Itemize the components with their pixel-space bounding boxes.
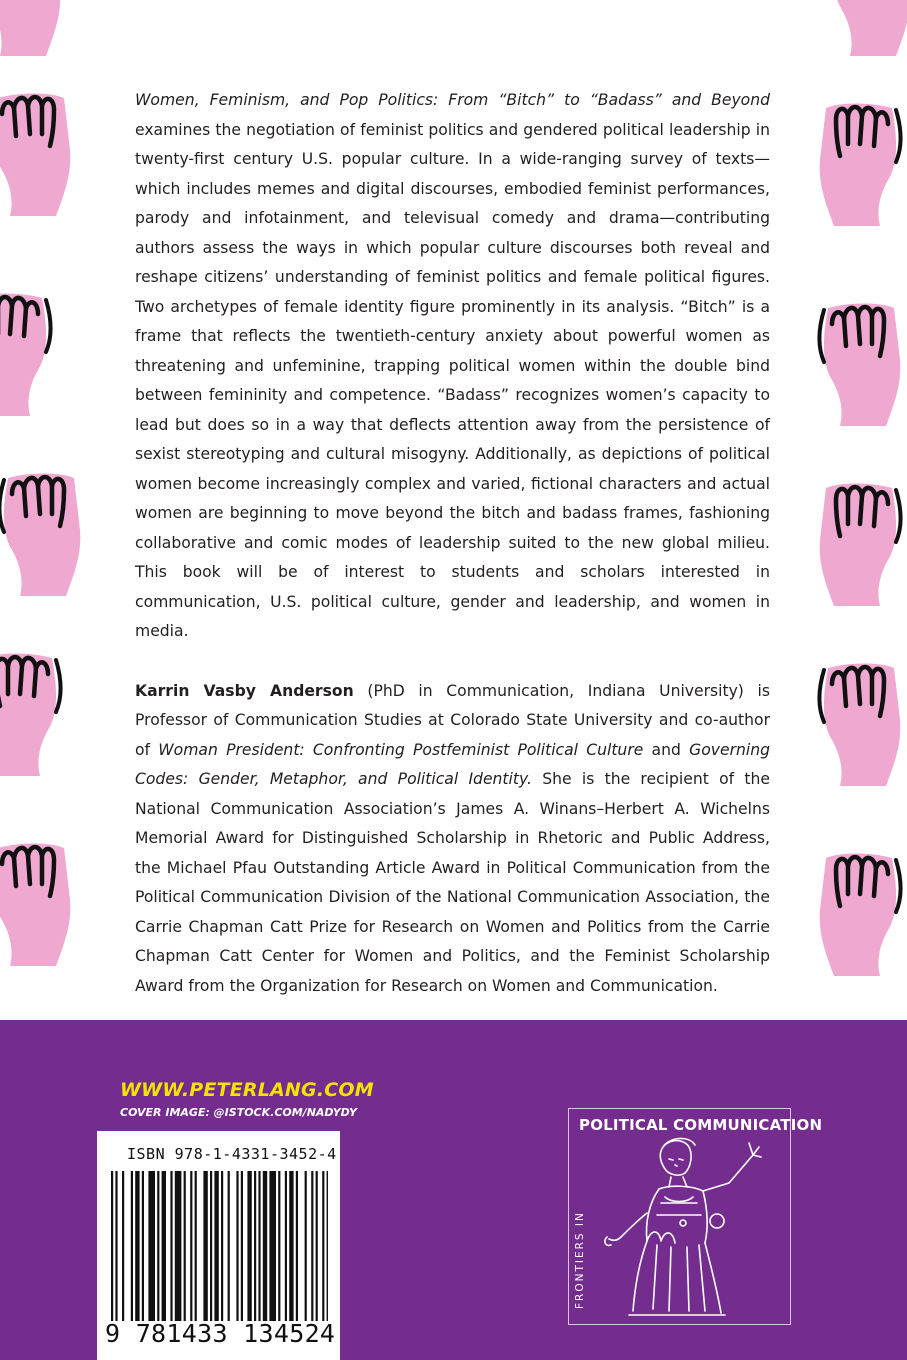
barcode-bar bbox=[241, 1171, 243, 1321]
barcode-bar bbox=[278, 1171, 280, 1321]
raised-fist-icon bbox=[0, 840, 80, 970]
raised-fist-icon bbox=[0, 290, 60, 420]
series-frontiers-label: FRONTIERS IN bbox=[574, 1211, 586, 1309]
raised-fist-icon bbox=[810, 100, 907, 230]
raised-fist-icon bbox=[0, 0, 70, 60]
barcode bbox=[109, 1171, 328, 1321]
barcode-bar bbox=[327, 1171, 328, 1321]
barcode-bar bbox=[175, 1171, 182, 1321]
barcode-bar bbox=[296, 1171, 298, 1321]
barcode-bar bbox=[148, 1171, 155, 1321]
book-title-2: Governing Codes: Gender, Metaphor, and Political Identity. bbox=[135, 740, 770, 788]
barcode-bar bbox=[210, 1171, 212, 1321]
barcode-bar bbox=[162, 1171, 166, 1321]
barcode-bar bbox=[135, 1171, 139, 1321]
barcode-bar bbox=[203, 1171, 207, 1321]
barcode-bar bbox=[157, 1171, 159, 1321]
barcode-bar bbox=[254, 1171, 256, 1321]
description-body: examines the negotiation of feminist politics and gendered political leadership in twenty-first century U.S. popular culture. In a wide-ranging survey of texts—which includes memes and digital discourses, embodied feminist performances, parody and infotainment, and televisual comedy and drama—contributing authors assess the ways in which popular culture discourses both reveal and reshape citizens’ understanding of feminist politics and female political figures. Two archetypes of female identity figure prominently in its analysis. “Bitch” is a frame that reflects the twentieth-century anxiety about powerful women as threatening and unfeminine, trapping political women within the double bind between femininity and competence. “Badass” recognizes women’s capacity to lead but does so in a way that deflects attention away from the persistence of sexist stereotyping and cultural misogyny. Additionally, as depictions of political women become increasingly complex and varied, fictional characters and actual women are beginning to move beyond the bitch and badass frames, fashioning collaborative and comic modes of leadership suited to the new global milieu. This book will be of interest to students and scholars interested in communication, U.S. political culture, gender and leadership, and women in media. bbox=[135, 120, 770, 640]
barcode-bar bbox=[111, 1171, 113, 1321]
series-title: POLITICAL COMMUNICATION bbox=[579, 1116, 823, 1134]
barcode-bar bbox=[131, 1171, 133, 1321]
barcode-bar bbox=[263, 1171, 267, 1321]
raised-fist-icon bbox=[0, 650, 70, 780]
barcode-bar bbox=[122, 1171, 124, 1321]
barcode-bar bbox=[316, 1171, 318, 1321]
statue-illustration bbox=[599, 1133, 779, 1323]
book-title-1: Woman President: Confronting Postfeminist Political Culture bbox=[158, 740, 644, 759]
barcode-bar bbox=[214, 1171, 218, 1321]
barcode-bar bbox=[184, 1171, 186, 1321]
raised-fist-icon bbox=[810, 660, 907, 790]
barcode-bar bbox=[115, 1171, 117, 1321]
publisher-url[interactable]: WWW.PETERLANG.COM bbox=[120, 1079, 374, 1101]
barcode-bar bbox=[236, 1171, 238, 1321]
raised-fist-icon bbox=[820, 0, 907, 60]
barcode-bar bbox=[269, 1171, 276, 1321]
raised-fist-icon bbox=[810, 300, 907, 430]
barcode-digits: 9 781433 134524 bbox=[105, 1319, 336, 1348]
text-panel bbox=[100, 0, 805, 1020]
barcode-box bbox=[97, 1131, 340, 1360]
cover-image-credit: COVER IMAGE: @ISTOCK.COM/NADYDY bbox=[120, 1106, 357, 1119]
barcode-bar bbox=[285, 1171, 287, 1321]
description-paragraph bbox=[135, 86, 770, 647]
barcode-bar bbox=[311, 1171, 313, 1321]
barcode-bar bbox=[258, 1171, 260, 1321]
barcode-bar bbox=[190, 1171, 192, 1321]
isbn-label: ISBN 978-1-4331-3452-4 bbox=[127, 1145, 337, 1163]
barcode-bar bbox=[195, 1171, 197, 1321]
barcode-bar bbox=[221, 1171, 223, 1321]
raised-fist-icon bbox=[0, 470, 90, 600]
author-name: Karrin Vasby Anderson bbox=[135, 681, 354, 700]
barcode-bar bbox=[142, 1171, 144, 1321]
barcode-bar bbox=[247, 1171, 251, 1321]
barcode-bar bbox=[228, 1171, 230, 1321]
raised-fist-icon bbox=[0, 90, 80, 220]
raised-fist-icon bbox=[810, 850, 907, 980]
barcode-bar bbox=[170, 1171, 172, 1321]
barcode-bar bbox=[289, 1171, 293, 1321]
book-title: Women, Feminism, and Pop Politics: From “Bitch” to “Badass” and Beyond bbox=[135, 91, 770, 109]
series-logo bbox=[568, 1108, 823, 1325]
barcode-bar bbox=[305, 1171, 307, 1321]
author-paragraph: Karrin Vasby Anderson (PhD in Communication, Indiana University) is Professor of Communication Studies at Colorado State University and co-author of Woman President: Confronting Postfeminist Political Culture and Governing Codes: Gender, Metaphor, and Political Identity. She is the recipient of the National Communication Association’s James A. Winans–Herbert A. Wichelns Memorial Award for Distinguished Scholarship in Rhetoric and Public Address, the Michael Pfau Outstanding Article Award in Political Communication from the Political Communication Division of the National Communication Association, the Carrie Chapman Catt Prize for Research on Women and Politics from the Carrie Chapman Catt Center for Women and Politics, and the Feminist Scholarship Award from the Organization for Research on Women and Communication. bbox=[135, 681, 771, 995]
raised-fist-icon bbox=[810, 480, 907, 610]
back-cover-text bbox=[135, 86, 770, 1001]
barcode-bar bbox=[322, 1171, 324, 1321]
